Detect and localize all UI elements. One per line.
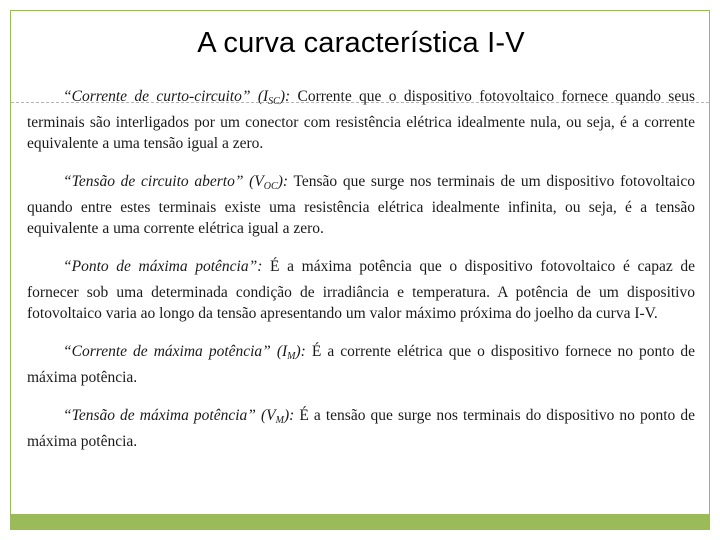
term-label: “Corrente de máxima potência” $(I_M)$: — [63, 343, 306, 362]
definition-text: É a tensão que surge nos terminais do dispositivo no ponto de máxima potência. — [27, 407, 695, 450]
term-label: “Corrente de curto-circuito” $(I_{SC})$: — [63, 88, 291, 107]
definition-text: Corrente que o dispositivo fotovoltaico fornece quando seus terminais são interligados por um conector com resistência elétrica idealmente nula, ou seja, é a corrente equivalente a uma tensão igual a zero. — [27, 88, 695, 152]
definition-text: É a corrente elétrica que o dispositivo fornece no ponto de máxima potência. — [27, 343, 695, 386]
term-label: “Ponto de máxima potência”: — [63, 258, 263, 275]
footer-accent-bar — [11, 514, 709, 529]
term-label: “Tensão de circuito aberto” $(V_{OC})$: — [63, 173, 289, 192]
definition-max-power-voltage — [27, 405, 695, 452]
definition-text: É a máxima potência que o dispositivo fotovoltaico é capaz de fornecer sob uma determinada condição de irradiância e temperatura. A potência de um dispositivo fotovoltaico varia ao longo da tensão apresentando um valor máximo próxima do joelho da curva I-V. — [27, 258, 695, 322]
definition-max-power-current — [27, 341, 695, 388]
slide-frame — [10, 10, 710, 530]
definition-text: Tensão que surge nos terminais de um dispositivo fotovoltaico quando entre estes terminais existe uma resistência elétrica idealmente infinita, ou seja, é a tensão equivalente a uma corrente elétrica igual a zero. — [27, 173, 695, 237]
term-label: “Tensão de máxima potência” $(V_M)$: — [63, 407, 295, 426]
slide-body — [27, 86, 695, 452]
definition-short-circuit-current — [27, 86, 695, 154]
definition-max-power-point — [27, 256, 695, 324]
slide-title: A curva característica I-V — [197, 27, 525, 59]
definition-open-circuit-voltage — [27, 171, 695, 239]
